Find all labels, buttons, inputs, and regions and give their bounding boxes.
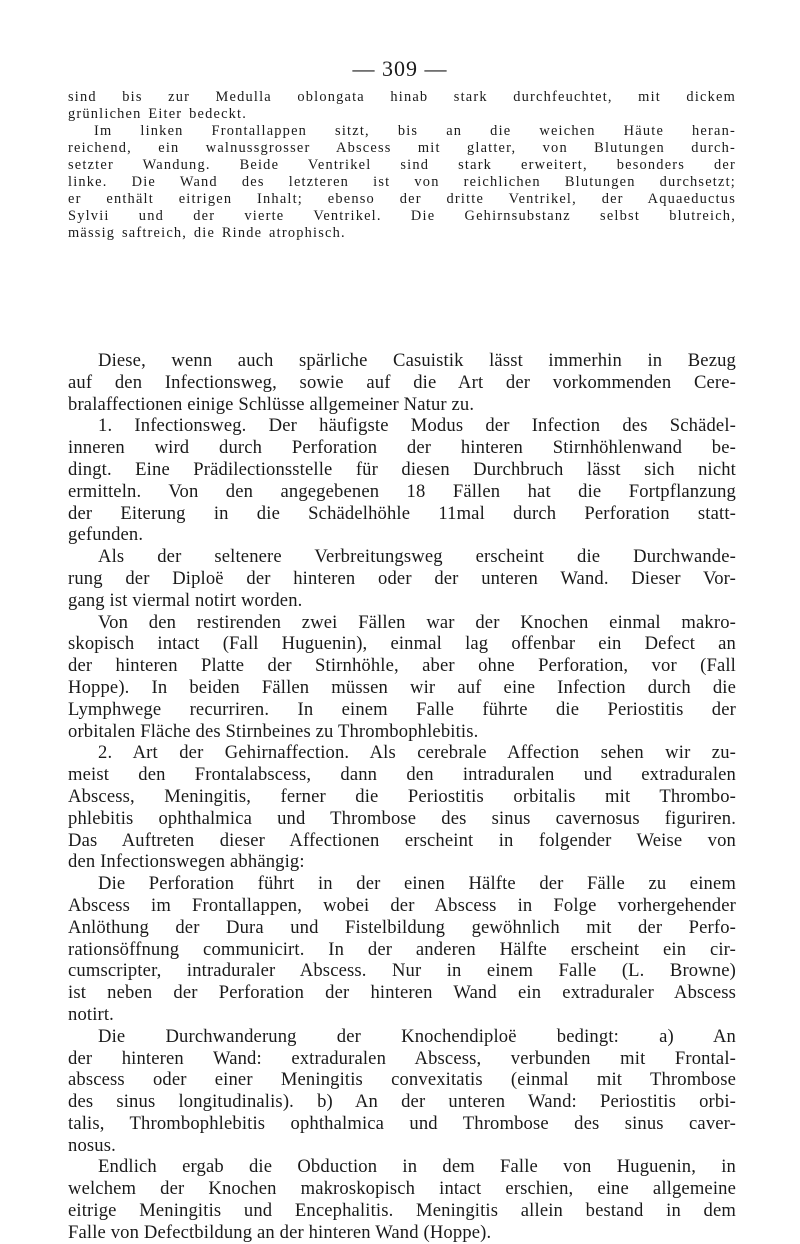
main-text-line: 2. Art der Gehirnaffection. Als cerebrale Affection sehen wir zu- [98,742,736,764]
main-text-line: Die Durchwanderung der Knochendiploë bedingt: a) An [98,1025,736,1047]
main-text-line: rung der Diploë der hinteren oder der unteren Wand. Dieser Vor- [68,567,736,589]
main-text-line: gang ist viermal notirt worden. [68,589,303,611]
main-text-line: orbitalen Fläche des Stirnbeines zu Thrombophlebitis. [68,720,479,742]
small-print-line: mässig saftreich, die Rinde atrophisch. [68,225,346,241]
main-text-line: inneren wird durch Perforation der hinteren Stirnhöhlenwand be- [68,437,736,459]
main-text-line: des sinus longitudinalis). b) An der unteren Wand: Periostitis orbi- [68,1091,736,1113]
main-text-line: cumscripter, intraduraler Abscess. Nur in einem Falle (L. Browne) [68,960,736,982]
small-print-line: grünlichen Eiter bedeckt. [68,106,248,122]
main-text-line: bralaffectionen einige Schlüsse allgemeiner Natur zu. [68,393,475,415]
small-print-line: linke. Die Wand des letzteren ist von reichlichen Blutungen durchsetzt; [68,174,736,190]
main-text-line: Abscess, Meningitis, ferner die Periostitis orbitalis mit Thrombo- [68,785,736,807]
main-text-line: den Infectionswegen abhängig: [68,851,305,873]
main-text-line: dingt. Eine Prädilectionsstelle für diesen Durchbruch lässt sich nicht [68,458,736,480]
small-print-line: sind bis zur Medulla oblongata hinab stark durchfeuchtet, mit dickem [68,89,736,105]
main-text-line: auf den Infectionsweg, sowie auf die Art der vorkommenden Cere- [68,371,736,393]
main-text-line: der hinteren Platte der Stirnhöhle, aber ohne Perforation, vor (Fall [68,655,736,677]
main-text-line: Hoppe). In beiden Fällen müssen wir auf eine Infection durch die [68,676,736,698]
main-text-line: eitrige Meningitis und Encephalitis. Meningitis allein bestand in dem [68,1200,736,1222]
main-text-line: Endlich ergab die Obduction in dem Falle von Huguenin, in [98,1156,736,1178]
main-text-line: Lymphwege recurriren. In einem Falle führte die Periostitis der [68,698,736,720]
main-text-line: gefunden. [68,524,144,546]
main-text-line: Von den restirenden zwei Fällen war der Knochen einmal makro- [98,611,736,633]
main-text-line: nosus. [68,1134,116,1156]
main-text-line: Abscess im Frontallappen, wobei der Abscess in Folge vorhergehender [68,894,736,916]
main-text-line: Das Auftreten dieser Affectionen erscheint in folgender Weise von [68,829,736,851]
page-number: — 309 — [352,56,448,81]
main-text-line: Anlöthung der Dura und Fistelbildung gewöhnlich mit der Perfo- [68,916,736,938]
small-print-line: setzter Wandung. Beide Ventrikel sind stark erweitert, besonders der [68,157,736,173]
small-print-line: er enthält eitrigen Inhalt; ebenso der dritte Ventrikel, der Aquaeductus [68,191,736,207]
main-text-body [68,350,736,1244]
main-text-line: Die Perforation führt in der einen Hälfte der Fälle zu einem [98,873,736,895]
main-text-line: skopisch intact (Fall Huguenin), einmal lag offenbar ein Defect an [68,633,736,655]
case-report-small-print [68,89,736,242]
main-text-line: notirt. [68,1003,114,1025]
main-text-line: meist den Frontalabscess, dann den intraduralen und extraduralen [68,764,736,786]
main-text-line: der Eiterung in die Schädelhöhle 11mal durch Perforation statt- [68,502,736,524]
small-print-line: reichend, ein walnussgrosser Abscess mit glatter, von Blutungen durch- [68,140,736,156]
main-text-line: Falle von Defectbildung an der hinteren Wand (Hoppe). [68,1221,492,1243]
small-print-line: Im linken Frontallappen sitzt, bis an die weichen Häute heran- [94,123,736,139]
main-text-line: Als der seltenere Verbreitungsweg erscheint die Durchwande- [98,546,736,568]
main-text-line: der hinteren Wand: extraduralen Abscess, verbunden mit Frontal- [68,1047,736,1069]
main-text-line: ermitteln. Von den angegebenen 18 Fällen hat die Fortpflanzung [68,480,736,502]
main-text-line: 1. Infectionsweg. Der häufigste Modus der Infection des Schädel- [98,415,736,437]
main-text-line: Diese, wenn auch spärliche Casuistik lässt immerhin in Bezug [98,350,736,371]
main-text-line: abscess oder einer Meningitis convexitatis (einmal mit Thrombose [68,1069,736,1091]
small-print-line: Sylvii und der vierte Ventrikel. Die Gehirnsubstanz selbst blutreich, [68,208,736,224]
main-text-line: ist neben der Perforation der hinteren Wand ein extraduraler Abscess [68,982,736,1004]
main-text-line: talis, Thrombophlebitis ophthalmica und Thrombose des sinus caver- [68,1112,736,1134]
main-text-line: welchem der Knochen makroskopisch intact erschien, eine allgemeine [68,1178,736,1200]
main-text-line: phlebitis ophthalmica und Thrombose des sinus cavernosus figuriren. [68,807,736,829]
main-text-line: rationsöffnung communicirt. In der anderen Hälfte erscheint ein cir- [68,938,736,960]
